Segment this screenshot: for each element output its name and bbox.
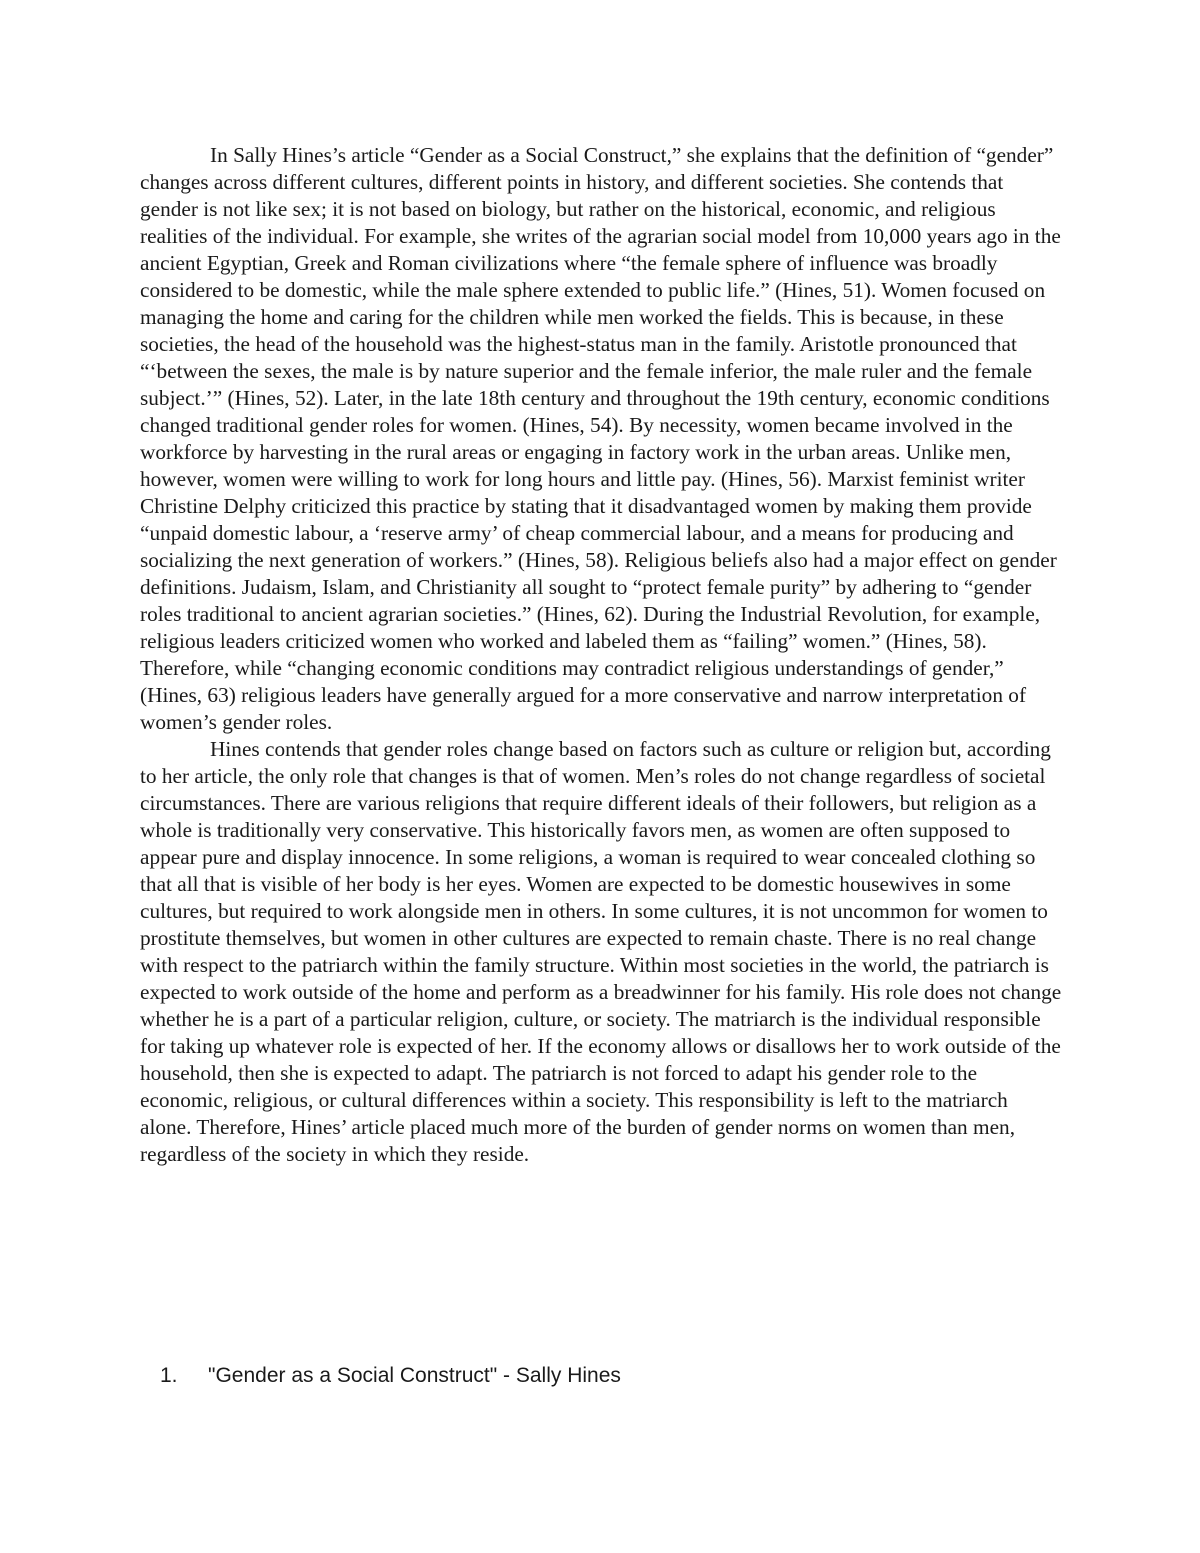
list-item [160,1362,1060,1390]
document-body [140,142,1062,1168]
list-item-number: 1. [160,1364,178,1387]
reference-list [160,1362,1060,1390]
paragraph-1: In Sally Hines’s article “Gender as a Social Construct,” she explains that the definition of “gender” changes across different cultures, different points in history, and different societies. She contends that gender is not like sex; it is not based on biology, but rather on the historical, economic, and religious realities of the individual. For example, she writes of the agrarian social model from 10,000 years ago in the ancient Egyptian, Greek and Roman civilizations where “the female sphere of influence was broadly considered to be domestic, while the male sphere extended to public life.” (Hines, 51). Women focused on managing the home and caring for the children while men worked the fields. This is because, in these societies, the head of the household was the highest-status man in the family. Aristotle pronounced that “‘between the sexes, the male is by nature superior and the female inferior, the male ruler and the female subject.’” (Hines, 52). Later, in the late 18th century and throughout the 19th century, economic conditions changed traditional gender roles for women. (Hines, 54). By necessity, women became involved in the workforce by harvesting in the rural areas or engaging in factory work in the urban areas. Unlike men, however, women were willing to work for long hours and little pay. (Hines, 56). Marxist feminist writer Christine Delphy criticized this practice by stating that it disadvantaged women by making them provide “unpaid domestic labour, a ‘reserve army’ of cheap commercial labour, and a means for producing and socializing the next generation of workers.” (Hines, 58). Religious beliefs also had a major effect on gender definitions. Judaism, Islam, and Christianity all sought to “protect female purity” by adhering to “gender roles traditional to ancient agrarian societies.” (Hines, 62). During the Industrial Revolution, for example, religious leaders criticized women who worked and labeled them as “failing” women.” (Hines, 58). Therefore, while “changing economic conditions may contradict religious understandings of gender,” (Hines, 63) religious leaders have generally argued for a more conservative and narrow interpretation of women’s gender roles. [140,143,1061,734]
paragraph-2: Hines contends that gender roles change based on factors such as culture or religion but, according to her article, the only role that changes is that of women. Men’s roles do not change regardless of societal circumstances. There are various religions that require different ideals of their followers, but religion as a whole is traditionally very conservative. This historically favors men, as women are often supposed to appear pure and display innocence. In some religions, a woman is required to wear concealed clothing so that all that is visible of her body is her eyes. Women are expected to be domestic housewives in some cultures, but required to work alongside men in others. In some cultures, it is not uncommon for women to prostitute themselves, but women in other cultures are expected to remain chaste. There is no real change with respect to the patriarch within the family structure. Within most societies in the world, the patriarch is expected to work outside of the home and perform as a breadwinner for his family. His role does not change whether he is a part of a particular religion, culture, or society. The matriarch is the individual responsible for taking up whatever role is expected of her. If the economy allows or disallows her to work outside of the household, then she is expected to adapt. The patriarch is not forced to adapt his gender role to the economic, religious, or cultural differences within a society. This responsibility is left to the matriarch alone. Therefore, Hines’ article placed much more of the burden of gender norms on women than men, regardless of the society in which they reside. [140,737,1062,1166]
list-item-text: "Gender as a Social Construct" - Sally Hines [208,1364,621,1387]
